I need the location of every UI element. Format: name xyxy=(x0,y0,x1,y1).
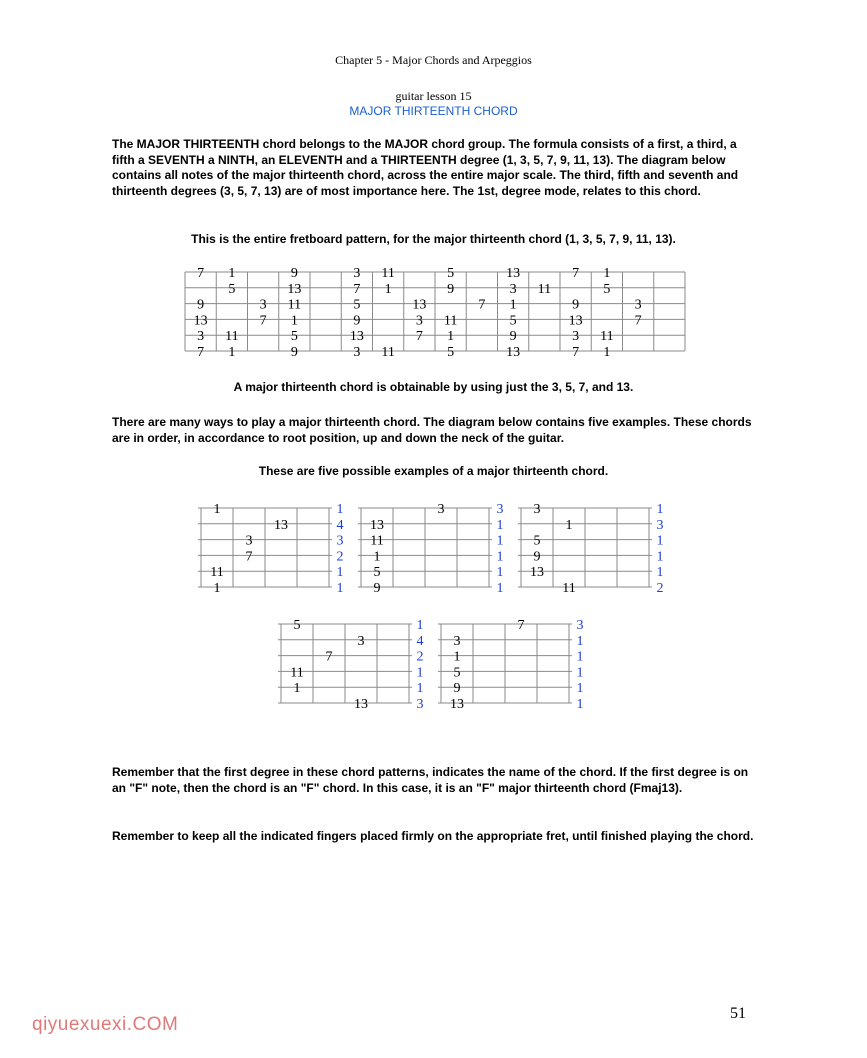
fretboard-note: 5 xyxy=(290,329,298,345)
finger-number: 1 xyxy=(576,681,584,697)
finger-number: 2 xyxy=(416,649,424,665)
fretboard-note: 11 xyxy=(287,297,302,313)
fretboard-note: 11 xyxy=(537,281,552,297)
finger-number: 4 xyxy=(416,633,424,649)
obtainable-note: A major thirteenth chord is obtainable by using just the 3, 5, 7, and 13. xyxy=(233,380,634,394)
fretboard-note: 7 xyxy=(634,313,642,329)
fretboard-note: 1 xyxy=(603,345,611,360)
finger-number: 3 xyxy=(336,533,344,549)
fretboard-note: 11 xyxy=(443,313,458,329)
chord-diagram-2 xyxy=(350,498,510,594)
chord-note: 13 xyxy=(274,517,288,533)
chord-note: 3 xyxy=(453,633,461,649)
fretboard-note: 13 xyxy=(506,266,521,281)
chord-note: 1 xyxy=(293,681,301,697)
finger-number: 1 xyxy=(416,665,424,681)
fretboard-note: 3 xyxy=(415,313,423,329)
fretboard-note: 7 xyxy=(478,297,486,313)
finger-number: 2 xyxy=(656,581,664,594)
finger-number: 1 xyxy=(656,502,664,517)
finger-number: 1 xyxy=(496,565,504,581)
fretboard-note: 3 xyxy=(634,297,642,313)
chord-note: 3 xyxy=(357,633,365,649)
finger-number: 1 xyxy=(576,665,584,681)
lesson-heading xyxy=(0,89,867,119)
fretboard-note: 3 xyxy=(509,281,517,297)
chord-note: 7 xyxy=(517,618,525,633)
finger-number: 3 xyxy=(496,502,504,517)
fretboard-note: 11 xyxy=(600,329,614,345)
fretboard-note: 9 xyxy=(509,329,517,345)
finger-number: 1 xyxy=(656,565,664,581)
fretboard-note: 7 xyxy=(259,313,267,329)
lesson-number: guitar lesson 15 xyxy=(395,89,472,103)
chord-note: 1 xyxy=(565,517,573,533)
remember-fingers-paragraph: Remember to keep all the indicated fingers placed firmly on the appropriate fret, until finished playing the chord. xyxy=(112,829,754,843)
chord-note: 1 xyxy=(453,649,461,665)
fretboard-note: 3 xyxy=(259,297,267,313)
finger-number: 1 xyxy=(656,533,664,549)
fretboard-note: 3 xyxy=(353,345,361,360)
fretboard-note: 1 xyxy=(603,266,611,281)
fretboard-note: 13 xyxy=(193,313,208,329)
fretboard-note: 3 xyxy=(572,329,580,345)
finger-number: 1 xyxy=(416,681,424,697)
finger-number: 1 xyxy=(496,581,504,594)
chord-note: 5 xyxy=(453,665,461,681)
chord-note: 13 xyxy=(354,697,368,710)
fretboard-caption: This is the entire fretboard pattern, for the major thirteenth chord (1, 3, 5, 7, 9, 11, 13). xyxy=(191,232,676,246)
fretboard-note: 9 xyxy=(290,266,298,281)
fretboard-note: 13 xyxy=(506,345,521,360)
chord-diagram-1 xyxy=(190,498,350,594)
chord-note: 11 xyxy=(370,533,384,549)
chord-note: 7 xyxy=(245,549,253,565)
chord-note: 3 xyxy=(245,533,253,549)
chord-note: 13 xyxy=(370,517,384,533)
fretboard-note: 7 xyxy=(572,345,580,360)
finger-number: 1 xyxy=(656,549,664,565)
page-number: 51 xyxy=(730,1005,746,1022)
fretboard-note: 13 xyxy=(287,281,302,297)
chord-diagram-5 xyxy=(430,614,590,710)
fretboard-note: 5 xyxy=(353,297,361,313)
finger-number: 3 xyxy=(576,618,584,633)
fretboard-note: 1 xyxy=(290,313,298,329)
finger-number: 1 xyxy=(496,549,504,565)
chord-note: 1 xyxy=(213,502,221,517)
fretboard-note: 7 xyxy=(353,281,361,297)
chord-note: 3 xyxy=(533,502,541,517)
fretboard-note: 5 xyxy=(447,266,455,281)
chord-note: 11 xyxy=(290,665,304,681)
fretboard-note: 5 xyxy=(228,281,236,297)
fretboard-note: 13 xyxy=(412,297,427,313)
many-ways-paragraph: There are many ways to play a major thirteenth chord. The diagram below contains five examples. These chords are in order, in accordance to root position, up and down the neck of the guitar. xyxy=(112,415,752,445)
fretboard-note: 9 xyxy=(447,281,455,297)
chord-note: 13 xyxy=(450,697,464,710)
fretboard-note: 5 xyxy=(509,313,517,329)
fretboard-note: 11 xyxy=(225,329,239,345)
finger-number: 3 xyxy=(416,697,424,710)
chord-note: 5 xyxy=(373,565,381,581)
fretboard-note: 7 xyxy=(572,266,580,281)
finger-number: 4 xyxy=(336,517,344,533)
fretboard-note: 11 xyxy=(381,345,395,360)
finger-number: 1 xyxy=(336,502,344,517)
chord-note: 13 xyxy=(530,565,544,581)
lesson-title: MAJOR THIRTEENTH CHORD xyxy=(349,104,518,118)
finger-number: 1 xyxy=(576,649,584,665)
fretboard-note: 7 xyxy=(415,329,423,345)
finger-number: 1 xyxy=(576,633,584,649)
chord-note: 9 xyxy=(373,581,381,594)
fretboard-note: 1 xyxy=(447,329,455,345)
chord-note: 9 xyxy=(533,549,541,565)
fretboard-note: 1 xyxy=(509,297,517,313)
fretboard-note: 3 xyxy=(197,329,205,345)
fretboard-note: 13 xyxy=(568,313,583,329)
finger-number: 1 xyxy=(336,565,344,581)
chord-note: 3 xyxy=(437,502,445,517)
finger-number: 1 xyxy=(416,618,424,633)
chord-diagram-4 xyxy=(270,614,430,710)
chord-note: 9 xyxy=(453,681,461,697)
fretboard-note: 9 xyxy=(197,297,205,313)
chord-diagram-3 xyxy=(510,498,670,594)
finger-number: 1 xyxy=(496,517,504,533)
fretboard-note: 11 xyxy=(381,266,395,281)
fretboard-note: 7 xyxy=(197,266,205,281)
fretboard-note: 9 xyxy=(353,313,361,329)
chord-note: 5 xyxy=(533,533,541,549)
finger-number: 1 xyxy=(496,533,504,549)
fretboard-note: 1 xyxy=(228,345,236,360)
fretboard-note: 13 xyxy=(349,329,364,345)
fretboard-note: 9 xyxy=(572,297,580,313)
fretboard-note: 9 xyxy=(290,345,298,360)
chord-note: 1 xyxy=(213,581,221,594)
intro-paragraph: The MAJOR THIRTEENTH chord belongs to the MAJOR chord group. The formula consists of a first, a third, a fifth a SEVENTH a NINTH, an ELEVENTH and a THIRTEENTH degree (1, 3, 5, 7, 9, 11, 13). The diagram below contains all notes of the major thirteenth chord, across the entire major scale. The third, fifth and seventh and thirteenth degrees (3, 5, 7, 13) are of most importance here. The 1st, degree mode, relates to this chord. xyxy=(112,137,739,198)
finger-number: 2 xyxy=(336,549,344,565)
finger-number: 1 xyxy=(576,697,584,710)
remember-first-paragraph: Remember that the first degree in these chord patterns, indicates the name of the chord. If the first degree is on an "F" note, then the chord is an "F" chord. In this case, it is an "F" major thirteenth chord (Fmaj13). xyxy=(112,765,749,795)
fretboard-note: 7 xyxy=(197,345,205,360)
chapter-heading: Chapter 5 - Major Chords and Arpeggios xyxy=(335,53,532,67)
fretboard-note: 1 xyxy=(228,266,236,281)
fretboard-note: 3 xyxy=(353,266,361,281)
fretboard-note: 5 xyxy=(447,345,455,360)
finger-number: 3 xyxy=(656,517,664,533)
chord-note: 1 xyxy=(373,549,381,565)
fretboard-diagram xyxy=(180,262,690,362)
chord-note: 7 xyxy=(325,649,333,665)
chord-note: 11 xyxy=(210,565,224,581)
chord-note: 5 xyxy=(293,618,301,633)
examples-caption: These are five possible examples of a major thirteenth chord. xyxy=(258,464,609,478)
finger-number: 1 xyxy=(336,581,344,594)
fretboard-note: 5 xyxy=(603,281,611,297)
chord-note: 11 xyxy=(562,581,576,594)
fretboard-note: 1 xyxy=(384,281,392,297)
watermark-logo: qiyuexuexi.COM xyxy=(32,1014,179,1035)
